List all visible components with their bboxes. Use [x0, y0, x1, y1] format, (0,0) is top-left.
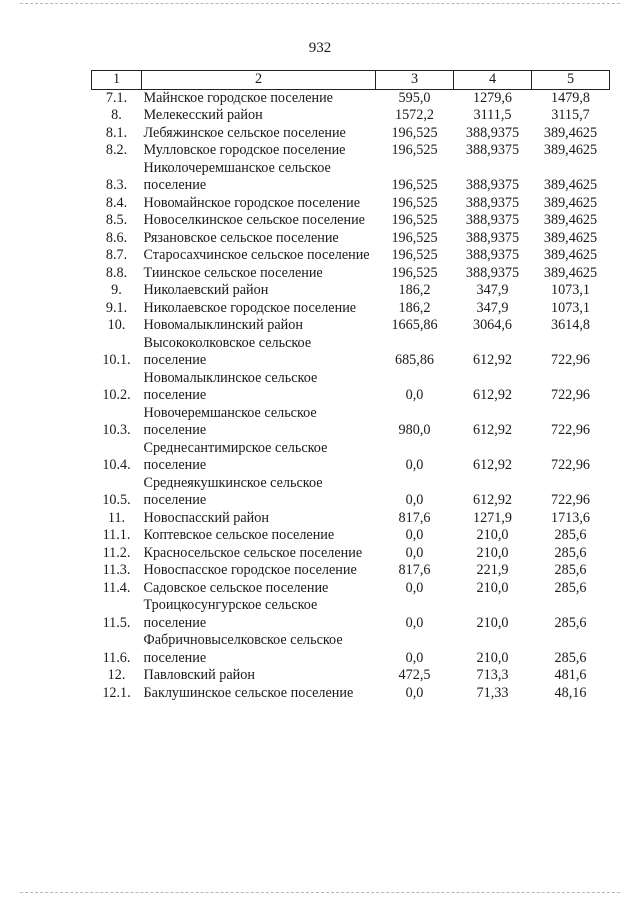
- table-body: [92, 89, 610, 702]
- row-value-col-5: 1479,8: [550, 89, 590, 106]
- row-name: Баклушинское сельское поселение: [143, 684, 354, 701]
- row-value-col-4: 210,0: [476, 544, 509, 561]
- row-value-col-3: 196,525: [391, 124, 438, 141]
- row-value-col-4: 612,92: [472, 492, 512, 508]
- header-col-4: 4: [454, 71, 532, 90]
- table-row: [92, 160, 610, 195]
- header-row: [92, 71, 610, 90]
- row-number: 8.4.: [105, 194, 128, 211]
- table-row: [92, 142, 610, 160]
- row-value-col-3: 1572,2: [394, 107, 434, 123]
- row-value-col-5: 285,6: [554, 614, 587, 631]
- row-value-col-3: 685,86: [394, 352, 434, 368]
- row-number: 9.1.: [105, 299, 128, 316]
- row-number: 10.1.: [102, 352, 131, 368]
- table-row: [92, 265, 610, 283]
- row-name: Новоспасское городское поселение: [143, 562, 357, 578]
- row-value-col-3: 0,0: [405, 457, 424, 473]
- row-value-col-4: 210,0: [476, 649, 509, 666]
- row-value-col-3: 196,525: [391, 194, 438, 211]
- header-col-1: 1: [92, 71, 142, 90]
- row-value-col-4: 612,92: [472, 422, 512, 438]
- row-value-col-4: 388,9375: [465, 212, 520, 228]
- row-name: Старосахчинское сельское поселение: [143, 247, 370, 263]
- row-value-col-4: 3111,5: [473, 107, 512, 123]
- table-row: [92, 335, 610, 370]
- row-value-col-3: 595,0: [398, 89, 431, 106]
- row-value-col-4: 388,9375: [465, 124, 520, 141]
- table-row: [92, 230, 610, 248]
- table-row: [92, 125, 610, 143]
- row-value-col-5: 285,6: [554, 579, 587, 596]
- row-name: Новоспасский район: [143, 509, 269, 526]
- header-col-3: 3: [376, 71, 454, 90]
- row-value-col-5: 389,4625: [543, 194, 598, 211]
- row-value-col-3: 0,0: [405, 527, 424, 543]
- row-name: Николаевский район: [143, 282, 269, 298]
- row-number: 7.1.: [105, 89, 128, 106]
- page-number: 932: [308, 40, 332, 56]
- table-row: [92, 405, 610, 440]
- table-row: [92, 317, 610, 335]
- row-name: Среднесантимирское сельское поселение: [143, 439, 328, 473]
- row-number: 8.3.: [105, 177, 128, 193]
- row-value-col-4: 713,3: [476, 667, 509, 683]
- row-number: 11.3.: [102, 562, 131, 578]
- data-table: [91, 70, 610, 702]
- row-value-col-4: 210,0: [476, 579, 509, 596]
- row-number: 11.2.: [102, 544, 131, 561]
- row-value-col-4: 1271,9: [472, 509, 512, 526]
- row-value-col-3: 817,6: [398, 562, 431, 578]
- row-name: Лебяжинское сельское поселение: [143, 124, 346, 141]
- table-row: [92, 527, 610, 545]
- row-value-col-4: 388,9375: [465, 229, 520, 246]
- row-value-col-3: 980,0: [398, 422, 431, 438]
- row-number: 10.: [107, 317, 126, 333]
- table-row: [92, 247, 610, 265]
- row-value-col-5: 48,16: [554, 684, 587, 701]
- row-value-col-5: 481,6: [554, 667, 587, 683]
- table-header: [92, 71, 610, 90]
- table-row: [92, 282, 610, 300]
- row-value-col-4: 388,9375: [465, 247, 520, 263]
- row-number: 12.: [107, 667, 126, 683]
- row-value-col-4: 3064,6: [472, 317, 512, 333]
- row-value-col-5: 3115,7: [551, 107, 590, 123]
- row-value-col-4: 221,9: [476, 562, 509, 578]
- row-name: Новомалыклинское сельское поселение: [143, 369, 318, 403]
- row-name: Рязановское сельское поселение: [143, 229, 339, 246]
- row-value-col-4: 210,0: [476, 614, 509, 631]
- row-name: Николочеремшанское сельское поселение: [143, 159, 331, 193]
- row-value-col-5: 389,4625: [543, 229, 598, 246]
- row-value-col-5: 3614,8: [550, 317, 590, 333]
- row-number: 8.8.: [105, 264, 128, 281]
- header-col-2: 2: [142, 71, 376, 90]
- row-name: Новочеремшанское сельское поселение: [143, 404, 317, 438]
- row-value-col-4: 71,33: [476, 684, 509, 701]
- table-row: [92, 545, 610, 563]
- row-value-col-3: 817,6: [398, 509, 431, 526]
- row-value-col-4: 612,92: [472, 457, 512, 473]
- row-value-col-4: 347,9: [476, 299, 509, 316]
- row-value-col-3: 1665,86: [391, 317, 438, 333]
- row-value-col-5: 1713,6: [550, 509, 590, 526]
- row-name: Мелекесский район: [143, 107, 263, 123]
- row-value-col-5: 285,6: [554, 649, 587, 666]
- table-row: [92, 440, 610, 475]
- table-row: [92, 475, 610, 510]
- row-value-col-5: 1073,1: [550, 299, 590, 316]
- row-number: 10.3.: [102, 422, 131, 438]
- row-number: 10.4.: [102, 457, 131, 473]
- row-value-col-4: 210,0: [476, 527, 509, 543]
- row-value-col-5: 722,96: [550, 422, 590, 438]
- row-value-col-3: 0,0: [405, 544, 424, 561]
- row-name: Мулловское городское поселение: [143, 142, 346, 158]
- row-value-col-5: 389,4625: [543, 177, 598, 193]
- row-number: 8.: [111, 107, 122, 123]
- row-number: 11.5.: [102, 614, 131, 631]
- header-col-5: 5: [532, 71, 610, 90]
- scan-top-edge: [20, 3, 620, 4]
- row-number: 11.4.: [102, 579, 131, 596]
- row-value-col-5: 722,96: [550, 387, 590, 403]
- row-value-col-3: 196,525: [391, 264, 438, 281]
- row-name: Тиинское сельское поселение: [143, 264, 323, 281]
- row-number: 8.5.: [105, 212, 128, 228]
- table-row: [92, 580, 610, 598]
- row-value-col-5: 285,6: [554, 527, 587, 543]
- row-value-col-4: 388,9375: [465, 264, 520, 281]
- row-number: 10.2.: [102, 387, 131, 403]
- row-value-col-4: 612,92: [472, 387, 512, 403]
- row-value-col-5: 285,6: [554, 562, 587, 578]
- table-row: [92, 510, 610, 528]
- row-name: Майнское городское поселение: [143, 89, 333, 106]
- table-row: [92, 89, 610, 107]
- row-value-col-3: 196,525: [391, 229, 438, 246]
- row-value-col-4: 388,9375: [465, 177, 520, 193]
- row-value-col-3: 196,525: [391, 142, 438, 158]
- row-name: Новоселкинское сельское поселение: [143, 212, 365, 228]
- row-number: 8.6.: [105, 229, 128, 246]
- row-number: 8.2.: [105, 142, 128, 158]
- row-name: Коптевское сельское поселение: [143, 527, 335, 543]
- table-row: [92, 107, 610, 125]
- row-value-col-3: 196,525: [391, 212, 438, 228]
- row-name: Павловский район: [143, 667, 255, 683]
- row-value-col-5: 722,96: [550, 492, 590, 508]
- row-number: 8.7.: [105, 247, 128, 263]
- row-name: Троицкосунгурское сельское поселение: [143, 597, 318, 631]
- table-row: [92, 685, 610, 703]
- row-value-col-5: 389,4625: [543, 124, 598, 141]
- row-name: Новомалыклинский район: [143, 317, 303, 333]
- row-value-col-4: 388,9375: [465, 142, 520, 158]
- row-name: Среднеякушкинское сельское поселение: [143, 474, 323, 508]
- row-name: Высококолковское сельское поселение: [143, 334, 312, 368]
- row-value-col-5: 389,4625: [543, 142, 598, 158]
- row-value-col-3: 0,0: [405, 387, 424, 403]
- table-row: [92, 212, 610, 230]
- row-value-col-4: 612,92: [472, 352, 512, 368]
- table-row: [92, 195, 610, 213]
- row-value-col-5: 389,4625: [543, 264, 598, 281]
- row-value-col-5: 389,4625: [543, 247, 598, 263]
- table-row: [92, 632, 610, 667]
- row-number: 9.: [111, 282, 122, 298]
- row-value-col-3: 196,525: [391, 247, 438, 263]
- row-number: 11.: [107, 509, 126, 526]
- table-row: [92, 300, 610, 318]
- table-row: [92, 597, 610, 632]
- row-name: Николаевское городское поселение: [143, 299, 357, 316]
- row-number: 11.6.: [102, 649, 131, 666]
- row-value-col-3: 472,5: [398, 667, 431, 683]
- table-row: [92, 370, 610, 405]
- row-value-col-4: 388,9375: [465, 194, 520, 211]
- row-name: Фабричновыселковское сельское поселение: [143, 632, 343, 666]
- row-value-col-5: 389,4625: [543, 212, 598, 228]
- table-row: [92, 562, 610, 580]
- row-name: Новомайнское городское поселение: [143, 194, 361, 211]
- row-name: Красносельское сельское поселение: [143, 544, 363, 561]
- row-value-col-5: 1073,1: [550, 282, 590, 298]
- row-value-col-3: 0,0: [405, 684, 424, 701]
- row-value-col-3: 0,0: [405, 614, 424, 631]
- row-value-col-5: 285,6: [554, 544, 587, 561]
- row-number: 12.1.: [102, 684, 131, 701]
- row-value-col-3: 196,525: [391, 177, 438, 193]
- row-value-col-5: 722,96: [550, 457, 590, 473]
- row-number: 11.1.: [102, 527, 131, 543]
- row-name: Садовское сельское поселение: [143, 579, 329, 596]
- row-value-col-3: 186,2: [398, 299, 431, 316]
- row-value-col-3: 186,2: [398, 282, 431, 298]
- row-value-col-5: 722,96: [550, 352, 590, 368]
- row-number: 8.1.: [105, 124, 128, 141]
- row-number: 10.5.: [102, 492, 131, 508]
- row-value-col-4: 347,9: [476, 282, 509, 298]
- row-value-col-3: 0,0: [405, 579, 424, 596]
- table-row: [92, 667, 610, 685]
- scan-bottom-edge: [20, 892, 620, 893]
- row-value-col-3: 0,0: [405, 649, 424, 666]
- row-value-col-4: 1279,6: [472, 89, 512, 106]
- row-value-col-3: 0,0: [405, 492, 424, 508]
